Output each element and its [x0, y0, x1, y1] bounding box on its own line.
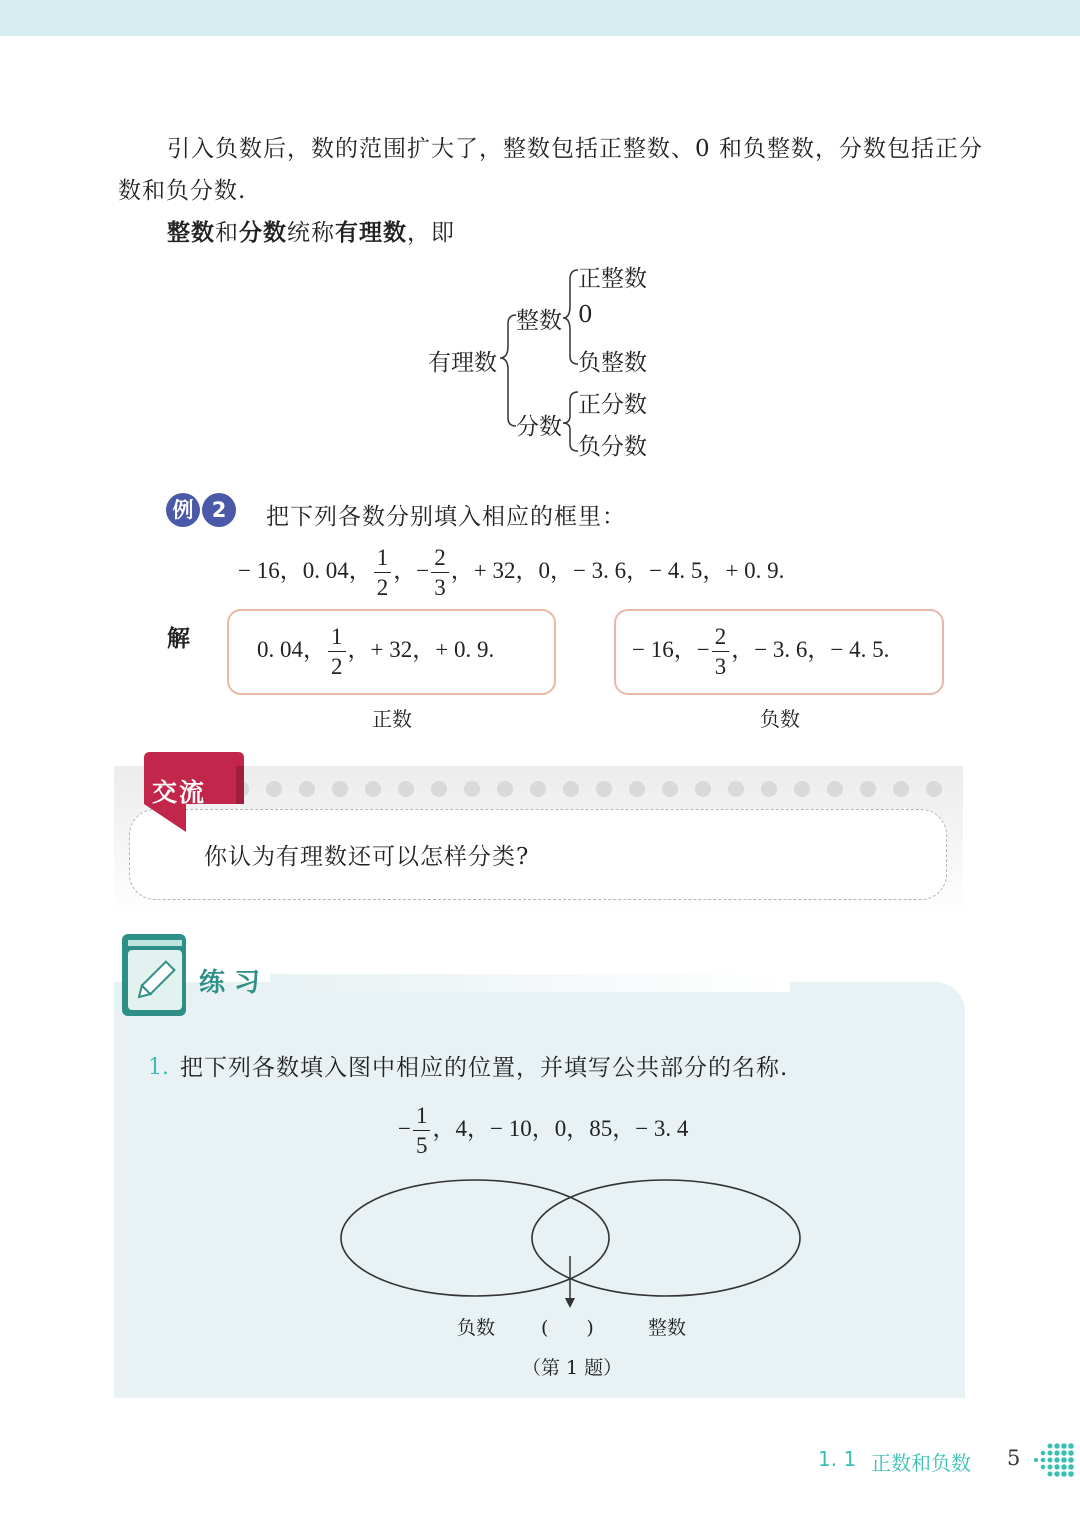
text-and: 和: [215, 220, 239, 246]
binder-dot: [662, 781, 678, 797]
term-rational: 有理数: [335, 220, 407, 246]
binder-dot: [596, 781, 612, 797]
fraction-brace: [563, 392, 578, 451]
footer-section-number: 1. 1: [818, 1447, 857, 1471]
venn-left-label: 负数: [457, 1317, 496, 1339]
binder-dot: [530, 781, 546, 797]
binder-dot: [761, 781, 777, 797]
positive-box: [227, 609, 556, 695]
dot-grid-ornament-icon: [1030, 1440, 1078, 1480]
solution-label: 解: [167, 626, 190, 652]
negative-part-b: ，− 3. 6，− 4. 5.: [731, 636, 890, 662]
numbers-part-a: − 16，0. 04，: [238, 557, 372, 583]
binder-dot: [728, 781, 744, 797]
fraction-numerator: 2: [431, 546, 449, 573]
exchange-question: 你认为有理数还可以怎样分类?: [204, 844, 530, 870]
negative-box: [614, 609, 944, 695]
binder-dot: [398, 781, 414, 797]
binder-dot: [332, 781, 348, 797]
intro-line-1: 引入负数后，数的范围扩大了，整数包括正整数、0 和负整数，分数包括正分: [167, 136, 983, 162]
tree-negative-integer: 负整数: [578, 350, 647, 376]
definition-line: [167, 212, 455, 254]
fraction-two-thirds: [431, 546, 449, 599]
fraction-numerator: 2: [712, 625, 730, 652]
positive-box-content: [257, 625, 494, 678]
fraction-denominator: 3: [714, 654, 727, 679]
venn-middle-label: ( ): [541, 1317, 594, 1339]
fraction-one-half: [328, 625, 346, 678]
example-prompt: 把下列各数分别填入相应的框里：: [266, 504, 626, 530]
venn-pointer-arrow: [565, 1298, 575, 1308]
binder-dot: [893, 781, 909, 797]
example-numbers: [238, 546, 784, 599]
tree-integer: 整数: [516, 308, 562, 334]
root-brace: [500, 315, 516, 426]
venn-right-label: 整数: [648, 1317, 687, 1339]
binder-dot: [860, 781, 876, 797]
binder-dot: [365, 781, 381, 797]
fraction-denominator: 3: [434, 575, 446, 600]
binder-dot: [464, 781, 480, 797]
footer-section-title: 正数和负数: [871, 1451, 971, 1475]
binder-dot: [497, 781, 513, 797]
text-collectively: 统称: [287, 220, 335, 246]
fraction-denominator: 5: [415, 1133, 428, 1158]
negative-part-a: − 16，−: [632, 636, 710, 662]
negative-box-content: [632, 625, 889, 678]
text-namely: ，即: [407, 220, 455, 246]
negative-caption: 负数: [760, 707, 800, 731]
fraction-one-fifth: [413, 1104, 431, 1157]
binder-dot: [629, 781, 645, 797]
venn-right-ellipse: [532, 1180, 800, 1296]
question-text: 把下列各数填入图中相应的位置，并填写公共部分的名称.: [180, 1055, 789, 1081]
numbers-minus: −: [398, 1115, 411, 1141]
exchange-tag-label: 交流: [152, 778, 207, 807]
fraction-numerator: 1: [328, 625, 346, 652]
fraction-denominator: 2: [331, 654, 343, 679]
example-badge-word: 例: [166, 493, 200, 527]
top-banner: [0, 0, 1080, 36]
binder-dot: [926, 781, 942, 797]
question-number: 1.: [148, 1055, 169, 1080]
tree-zero: 0: [578, 302, 593, 328]
term-fraction: 分数: [239, 220, 287, 246]
practice-title: 练 习: [199, 968, 261, 998]
tree-negative-fraction: 负分数: [578, 434, 647, 460]
numbers-rest: ，4，− 10，0，85，− 3. 4: [432, 1115, 689, 1141]
page-number: 5: [1007, 1446, 1021, 1470]
positive-caption: 正数: [372, 707, 412, 731]
tree-positive-integer: 正整数: [578, 266, 647, 292]
tree-positive-fraction: 正分数: [578, 392, 647, 418]
pencil-book-icon: [118, 930, 194, 1020]
practice-header-fade: [270, 974, 790, 992]
fraction-two-thirds: [712, 625, 730, 678]
figure-caption: （第 1 题）: [522, 1357, 623, 1379]
binder-dot: [794, 781, 810, 797]
venn-diagram: [330, 1170, 810, 1320]
fraction-one-half: [374, 546, 392, 599]
binder-dot: [266, 781, 282, 797]
term-integer: 整数: [167, 220, 215, 246]
fraction-denominator: 2: [376, 575, 389, 600]
integer-brace: [563, 270, 578, 364]
tree-fraction: 分数: [516, 414, 562, 440]
binder-dot: [827, 781, 843, 797]
example-badge: [166, 493, 236, 527]
intro-line-2: 数和负分数.: [118, 178, 247, 204]
binder-dot: [695, 781, 711, 797]
positive-part-a: 0. 04，: [257, 636, 326, 662]
binder-dot: [431, 781, 447, 797]
tree-root: 有理数: [428, 350, 497, 376]
numbers-part-b: ，−: [393, 557, 430, 583]
fraction-numerator: 1: [413, 1104, 431, 1131]
fraction-numerator: 1: [374, 546, 392, 573]
positive-part-b: ，+ 32，+ 0. 9.: [347, 636, 495, 662]
classification-tree: [420, 258, 680, 468]
binder-dot: [299, 781, 315, 797]
example-badge-number: 2: [202, 493, 236, 527]
numbers-part-c: ，+ 32，0，− 3. 6，− 4. 5，+ 0. 9.: [450, 557, 785, 583]
practice-numbers: [398, 1104, 688, 1157]
binder-dot: [563, 781, 579, 797]
